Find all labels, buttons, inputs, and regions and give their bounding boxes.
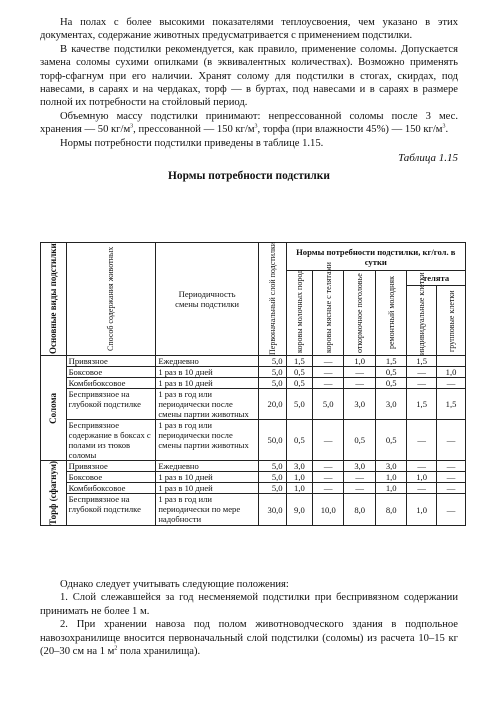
value-cell: 50,0 [258,420,286,461]
col-c1: коровы молочных пород [286,271,313,356]
value-cell: 1,5 [376,356,407,367]
method-cell: Беспривязное на глубокой подстилке [66,389,156,420]
period-cell: 1 раз в 10 дней [156,472,259,483]
method-cell: Беспривязное содержание в боксах с полами из тюков соломы [66,420,156,461]
table-row [41,494,466,526]
value-cell: 5,0 [313,389,344,420]
value-cell: 1,5 [407,356,437,367]
value-cell: 3,0 [376,389,407,420]
period-cell: Ежедневно [156,461,259,472]
method-cell: Привязное [66,461,156,472]
col-norms: Нормы потребности подстилки, кг/гол. в сутки [286,243,465,271]
peat-rows [41,461,466,526]
period-cell: 1 раз в год или периодически по мере надобности [156,494,259,526]
value-cell: — [437,483,466,494]
value-cell: 5,0 [258,483,286,494]
value-cell: 3,0 [344,389,376,420]
col-c4: ремонтный молодняк [376,271,407,356]
method-cell: Комбибоксовое [66,483,156,494]
value-cell: 1,0 [437,367,466,378]
value-cell: 3,0 [286,461,313,472]
value-cell: — [313,483,344,494]
value-cell: 1,0 [286,472,313,483]
value-cell: 20,0 [258,389,286,420]
value-cell: 0,5 [286,420,313,461]
table-row [41,483,466,494]
value-cell: 1,5 [437,389,466,420]
table-title: Нормы потребности подстилки [168,170,330,183]
paragraph: Объемную массу подстилки принимают: непрессованной соломы после 3 мес. хранения — 50 $кг/м^3$, прессованной — 150 $кг/м^3$, торфа (при влажности 45%) — 150 $кг/м^3$. [40,110,458,136]
table-row [41,378,466,389]
method-cell: Комбибоксовое [66,378,156,389]
col-c5: индивидуальные клетки [407,286,437,356]
norms-table [40,242,466,526]
paragraph: В качестве подстилки рекомендуется, как правило, применение соломы. Допускается замена соломы сухими опилками (в эквивалентных количествах). Возможно применять торф-сфагнум при его наличии. Хранят солому для подстилки в стогах, скирдах, под навесами, в сараях и на чердаках, торф — в буртах, под навесами и в сараях в размере полной их потребности на стойловый период. [40,43,458,109]
value-cell [437,356,466,367]
value-cell: 9,0 [286,494,313,526]
value-cell: — [437,378,466,389]
value-cell: — [407,461,437,472]
value-cell: 5,0 [258,367,286,378]
table-number: Таблица 1.15 [398,152,458,165]
table-row [41,420,466,461]
value-cell: 5,0 [258,461,286,472]
value-cell: 0,5 [376,420,407,461]
straw-rows [41,356,466,461]
value-cell: 0,5 [286,367,313,378]
outro-text [40,578,458,658]
paragraph: Однако следует учитывать следующие положения: [60,579,289,590]
method-cell: Беспривязное на глубокой подстилке [66,494,156,526]
value-cell: 8,0 [344,494,376,526]
value-cell: 10,0 [313,494,344,526]
col-initial: Первоначальный слой подстилки [258,243,286,356]
col-kind: Основные виды подстилки [41,243,67,356]
value-cell: — [407,420,437,461]
value-cell: 1,0 [407,472,437,483]
period-cell: 1 раз в год или периодически после смены партии животных [156,420,259,461]
group-label: Торф (сфагнум) [41,461,67,526]
value-cell: 5,0 [258,378,286,389]
value-cell: 30,0 [258,494,286,526]
col-c2: коровы мясные с телятами [313,271,344,356]
value-cell: — [344,367,376,378]
table-row [41,461,466,472]
period-cell: 1 раз в год или периодически после смены партии животных [156,389,259,420]
value-cell: — [313,461,344,472]
value-cell: — [344,472,376,483]
value-cell: 1,5 [286,356,313,367]
value-cell: 0,5 [344,420,376,461]
col-c3: откормочное поголовье [344,271,376,356]
value-cell: 0,5 [286,378,313,389]
period-cell: 1 раз в 10 дней [156,367,259,378]
period-cell: Ежедневно [156,356,259,367]
col-calves: телята [407,271,466,286]
table-row [41,367,466,378]
value-cell: 1,0 [407,494,437,526]
value-cell: — [313,378,344,389]
value-cell: — [407,367,437,378]
table-row [41,389,466,420]
col-method: Способ содержания животных [66,243,156,356]
intro-text [40,16,458,186]
value-cell: — [437,420,466,461]
value-cell: — [344,378,376,389]
value-cell: 1,0 [376,483,407,494]
col-period: Периодичность смены подстилки [156,243,259,356]
method-cell: Привязное [66,356,156,367]
paragraph: 2. При хранении навоза под полом животноводческого здания в подпольное навозохранилище вносится первоначальный слой подстилки (соломы) из расчета 10–15 кг (20–30 см на 1 $м^2$ пола хранилища). [40,619,458,658]
paragraph: Нормы потребности подстилки приведены в таблице 1.15. [60,137,324,149]
value-cell: 0,5 [376,367,407,378]
method-cell: Боксовое [66,472,156,483]
value-cell: 5,0 [258,472,286,483]
paragraph: 1. Слой слежавшейся за год несменяемой подстилки при беспривязном содержании принимать не более 1 м. [40,592,458,617]
value-cell: 8,0 [376,494,407,526]
value-cell: — [437,494,466,526]
method-cell: Боксовое [66,367,156,378]
group-label: Солома [41,356,67,461]
value-cell: 3,0 [376,461,407,472]
value-cell: — [407,378,437,389]
value-cell: 0,5 [376,378,407,389]
col-c6: групповые клетки [437,286,466,356]
value-cell: — [313,420,344,461]
value-cell: 1,5 [407,389,437,420]
value-cell: — [407,483,437,494]
value-cell: — [437,472,466,483]
value-cell: — [313,472,344,483]
paragraph: На полах с более высокими показателями теплоусвоения, чем указано в этих документах, содержание животных предусматривается с применением подстилки. [40,17,458,42]
value-cell: 1,0 [344,356,376,367]
value-cell: 3,0 [344,461,376,472]
value-cell: 5,0 [286,389,313,420]
value-cell: 5,0 [258,356,286,367]
norms-table-wrap [40,242,466,526]
value-cell: — [344,483,376,494]
period-cell: 1 раз в 10 дней [156,378,259,389]
table-row [41,472,466,483]
value-cell: — [313,356,344,367]
value-cell: 1,0 [286,483,313,494]
table-row [41,356,466,367]
value-cell: 1,0 [376,472,407,483]
value-cell: — [313,367,344,378]
value-cell: — [437,461,466,472]
period-cell: 1 раз в 10 дней [156,483,259,494]
